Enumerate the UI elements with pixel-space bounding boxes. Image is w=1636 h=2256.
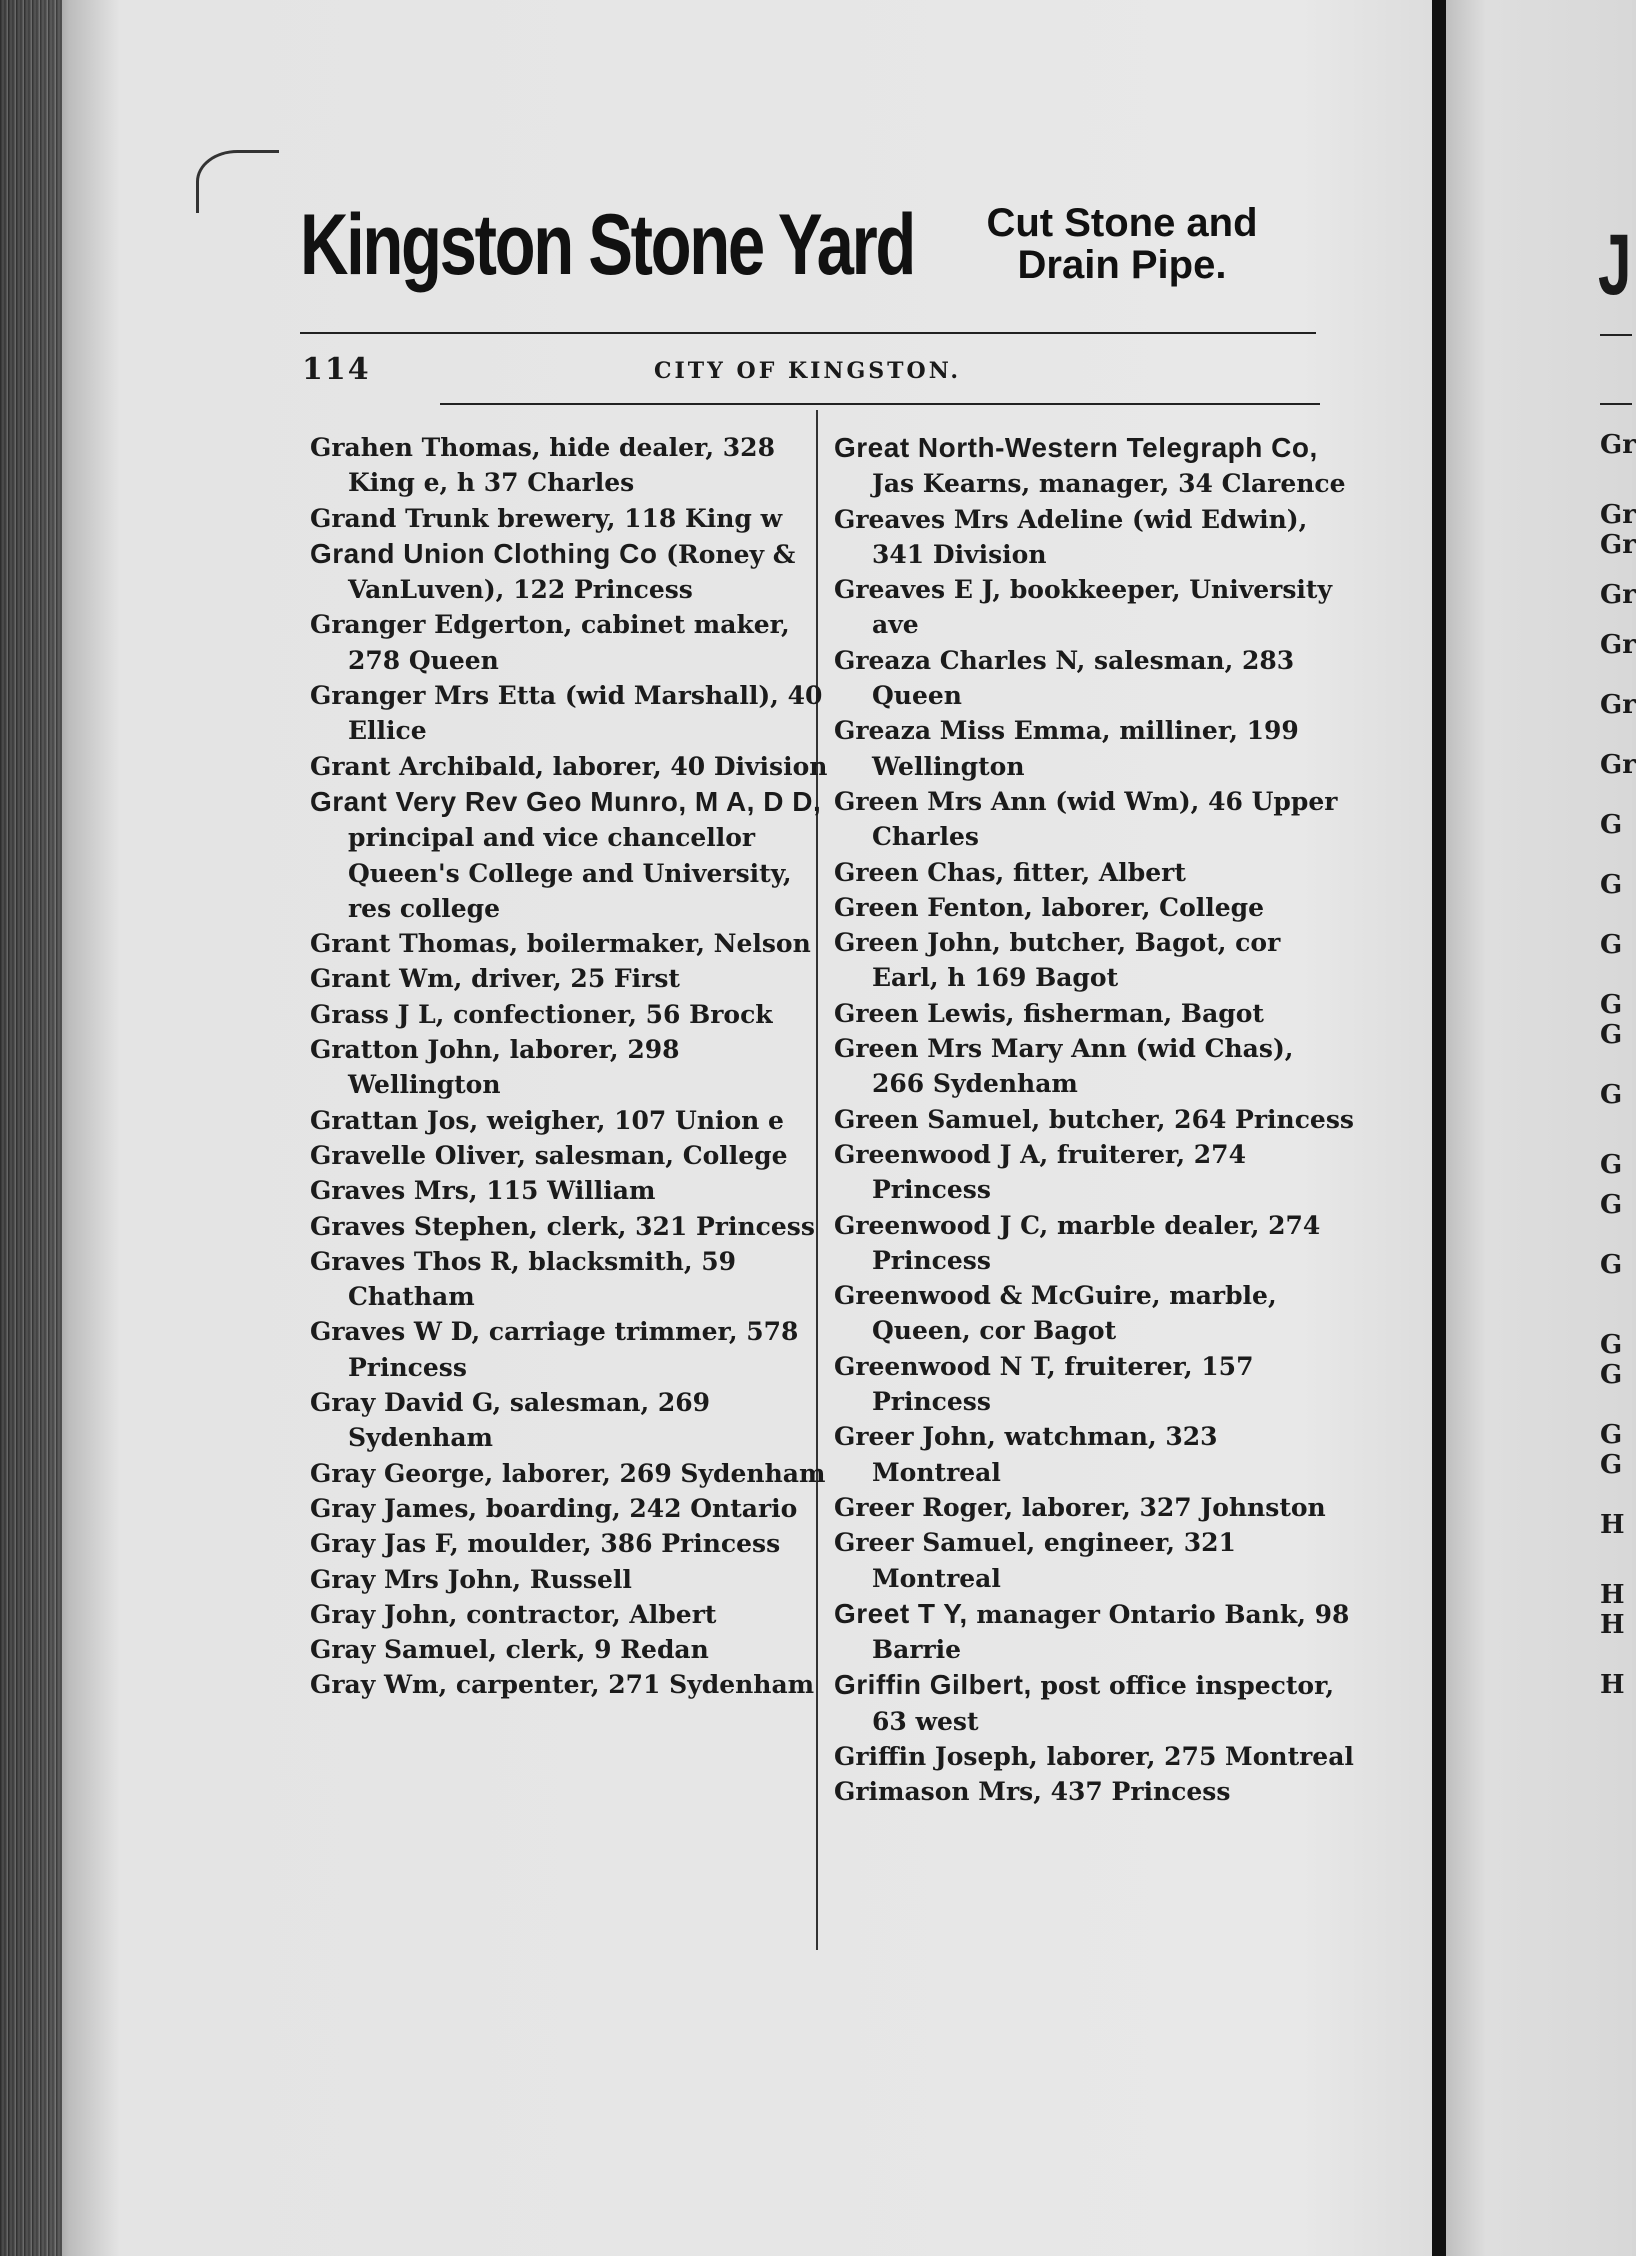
adjacent-page-letter: H [1600,1580,1625,1610]
entry-bold-name: Great North-Western Telegraph Co, [834,432,1318,463]
adjacent-page-letter: G [1600,990,1623,1020]
adjacent-page-rule [1600,334,1632,336]
adjacent-page-letter: Gr [1600,580,1636,610]
entry-text: Greenwood J C, marble dealer, 274 Princess [834,1210,1321,1275]
page-number: 114 [302,352,371,387]
entry-bold-name: Griffin Gilbert, [834,1669,1032,1701]
entry-text: Jas Kearns, manager, 34 Clarence [872,469,1346,499]
directory-entry [834,1490,1354,1525]
entry-text: Greer John, watchman, 323 Montreal [834,1422,1218,1487]
entry-text: manager Ontario Bank, 98 Barrie [872,1599,1350,1665]
directory-entry [310,1173,830,1208]
directory-entry [834,1774,1354,1809]
directory-entry [834,1349,1354,1420]
right-column [834,430,1354,1810]
entry-text: Green Fenton, laborer, College [834,892,1265,922]
directory-entry [834,855,1354,890]
directory-entry [834,1102,1354,1137]
entry-text: Gray John, contractor, Albert [310,1599,717,1629]
directory-entry [834,1419,1354,1490]
adjacent-page-letter: Gr [1600,430,1636,460]
adjacent-page-letter: G [1600,1330,1623,1360]
directory-entry [834,1739,1354,1774]
adjacent-page-letter: Gr [1600,500,1636,530]
entry-text: Granger Edgerton, cabinet maker, 278 Queen [310,610,790,675]
entry-text: Graves Thos R, blacksmith, 59 Chatham [310,1246,737,1312]
entry-text: (Roney & VanLuven), 122 Princess [348,539,796,605]
entry-bold-name: Grand Union Clothing Co [310,537,658,569]
entry-text: Granger Mrs Etta (wid Marshall), 40 Ellice [310,681,823,746]
entry-text: Grahen Thomas, hide dealer, 328 King e, h 37 Charles [310,433,775,498]
directory-entry [834,890,1354,925]
adjacent-page-letter: G [1600,1360,1623,1390]
entry-bold-name: Grant Very Rev Geo Munro, M A, D D, [310,785,822,817]
adjacent-page-letter: G [1600,1420,1623,1450]
directory-entry [310,1385,830,1456]
directory-entry [834,925,1354,996]
entry-text: Gray Samuel, clerk, 9 Redan [310,1635,709,1665]
directory-entry [834,1667,1354,1739]
directory-entry [834,643,1354,714]
adjacent-page-letter: Gr [1600,530,1636,560]
left-column [310,430,830,1703]
entry-text: Grant Thomas, boilermaker, Nelson [310,929,811,959]
entry-text: Gravelle Oliver, salesman, College [310,1140,788,1170]
adjacent-page-letter: G [1600,870,1623,900]
entry-text: Greer Samuel, engineer, 321 Montreal [834,1528,1236,1593]
banner-subtitle [932,202,1312,286]
directory-entry [310,1667,830,1702]
adjacent-page-letter: G [1600,1450,1623,1480]
entry-text: Gray Jas F, moulder, 386 Princess [310,1529,781,1559]
adjacent-page-letter: G [1600,1190,1623,1220]
directory-entry [834,996,1354,1031]
adjacent-page-letter: H [1600,1510,1625,1540]
directory-entry [834,1278,1354,1349]
directory-entry [310,430,830,501]
entry-text: post office inspector, 63 west [872,1671,1335,1736]
entry-text: Gray David G, salesman, 269 Sydenham [310,1388,711,1453]
page-gutter [1432,0,1446,2256]
running-head: CITY OF KINGSTON. [654,358,962,384]
directory-entry [834,572,1354,643]
directory-entry [834,1208,1354,1279]
page-header [302,352,1322,392]
directory-entry [310,1138,830,1173]
directory-entry [310,1314,830,1385]
directory-entry [310,926,830,961]
entry-text: Greer Roger, laborer, 327 Johnston [834,1492,1326,1522]
advertisement-banner [300,190,1316,335]
adjacent-page-letter: G [1600,1080,1623,1110]
directory-entry [310,1562,830,1597]
entry-text: Greenwood & McGuire, marble, Queen, cor Bagot [834,1281,1277,1346]
directory-entry [310,1244,830,1315]
adjacent-page-rule [1600,403,1632,405]
directory-entry [310,749,830,784]
entry-text: Gray James, boarding, 242 Ontario [310,1493,798,1523]
directory-entry [834,502,1354,573]
directory-entry [310,1632,830,1667]
directory-entry [310,501,830,536]
directory-entry [310,1597,830,1632]
entry-text: Greenwood N T, fruiterer, 157 Princess [834,1351,1254,1417]
banner-subtitle-line2: Drain Pipe. [1017,243,1227,287]
adjacent-page-letter: G [1600,1250,1623,1280]
header-rule [440,403,1320,405]
directory-entry [310,536,830,608]
directory-entry [834,1596,1354,1668]
adjacent-page-letter: G [1600,1150,1623,1180]
directory-entry [310,1103,830,1138]
adjacent-page-letter: H [1600,1610,1625,1640]
entry-text: Grant Archibald, laborer, 40 Division [310,751,828,781]
entry-text: Gratton John, laborer, 298 Wellington [310,1035,680,1100]
entry-text: Green John, butcher, Bagot, cor Earl, h 169 Bagot [834,928,1281,993]
directory-entry [310,607,830,678]
directory-entry [834,784,1354,855]
adjacent-page-title-fragment: J [1598,217,1632,313]
entry-text: Graves W D, carriage trimmer, 578 Princess [310,1317,799,1382]
entry-text: Green Samuel, butcher, 264 Princess [834,1104,1354,1134]
entry-text: Green Mrs Mary Ann (wid Chas), 266 Sydenham [834,1034,1294,1099]
entry-text: Greaves Mrs Adeline (wid Edwin), 341 Division [834,504,1308,569]
adjacent-page-letter: Gr [1600,690,1636,720]
entry-text: Greenwood J A, fruiterer, 274 Princess [834,1139,1246,1205]
directory-entry [834,1525,1354,1596]
entry-bold-name: Greet T Y, [834,1597,968,1629]
directory-entry [310,961,830,996]
adjacent-page-letter: G [1600,930,1623,960]
entry-text: Grand Trunk brewery, 118 King w [310,503,783,533]
directory-entry [310,997,830,1032]
entry-text: Green Mrs Ann (wid Wm), 46 Upper Charles [834,786,1338,852]
entry-text: Greaza Miss Emma, milliner, 199 Wellington [834,716,1299,781]
directory-entry [310,1032,830,1103]
directory-entry [834,713,1354,784]
directory-entry [310,1491,830,1526]
entry-text: Gray Wm, carpenter, 271 Sydenham [310,1670,815,1700]
directory-entry [834,430,1354,502]
directory-entry [310,1456,830,1491]
entry-text: Grattan Jos, weigher, 107 Union e [310,1105,784,1135]
directory-entry [834,1031,1354,1102]
banner-title: Kingston Stone Yard [300,197,914,293]
adjacent-page-letter: G [1600,1020,1623,1050]
adjacent-page-letter: G [1600,810,1623,840]
entry-text: Gray Mrs John, Russell [310,1564,632,1594]
adjacent-page [1446,0,1632,2256]
entry-text: Gray George, laborer, 269 Sydenham [310,1458,826,1488]
pen-mark [196,150,279,213]
banner-subtitle-line1: Cut Stone and [986,201,1258,245]
directory-entry [310,784,830,926]
adjacent-page-letter: Gr [1600,630,1636,660]
entry-text: Green Lewis, fisherman, Bagot [834,998,1264,1028]
directory-entry [310,678,830,749]
directory-entry [310,1526,830,1561]
directory-entry [834,1137,1354,1208]
entry-text: Griffin Joseph, laborer, 275 Montreal [834,1741,1354,1771]
entry-text: Grass J L, confectioner, 56 Brock [310,999,773,1029]
entry-text: Greaves E J, bookkeeper, University ave [834,575,1332,640]
entry-text: Greaza Charles N, salesman, 283 Queen [834,645,1295,711]
entry-text: Graves Stephen, clerk, 321 Princess [310,1211,815,1241]
adjacent-page-letter: Gr [1600,750,1636,780]
banner-rule [300,332,1316,334]
entry-text: principal and vice chancellor Queen's College and University, res college [348,823,792,923]
entry-text: Green Chas, fitter, Albert [834,857,1186,887]
entry-text: Graves Mrs, 115 William [310,1176,656,1206]
entry-text: Grimason Mrs, 437 Princess [834,1777,1231,1807]
adjacent-page-letter: H [1600,1670,1625,1700]
directory-entry [310,1209,830,1244]
entry-text: Grant Wm, driver, 25 First [310,964,680,994]
